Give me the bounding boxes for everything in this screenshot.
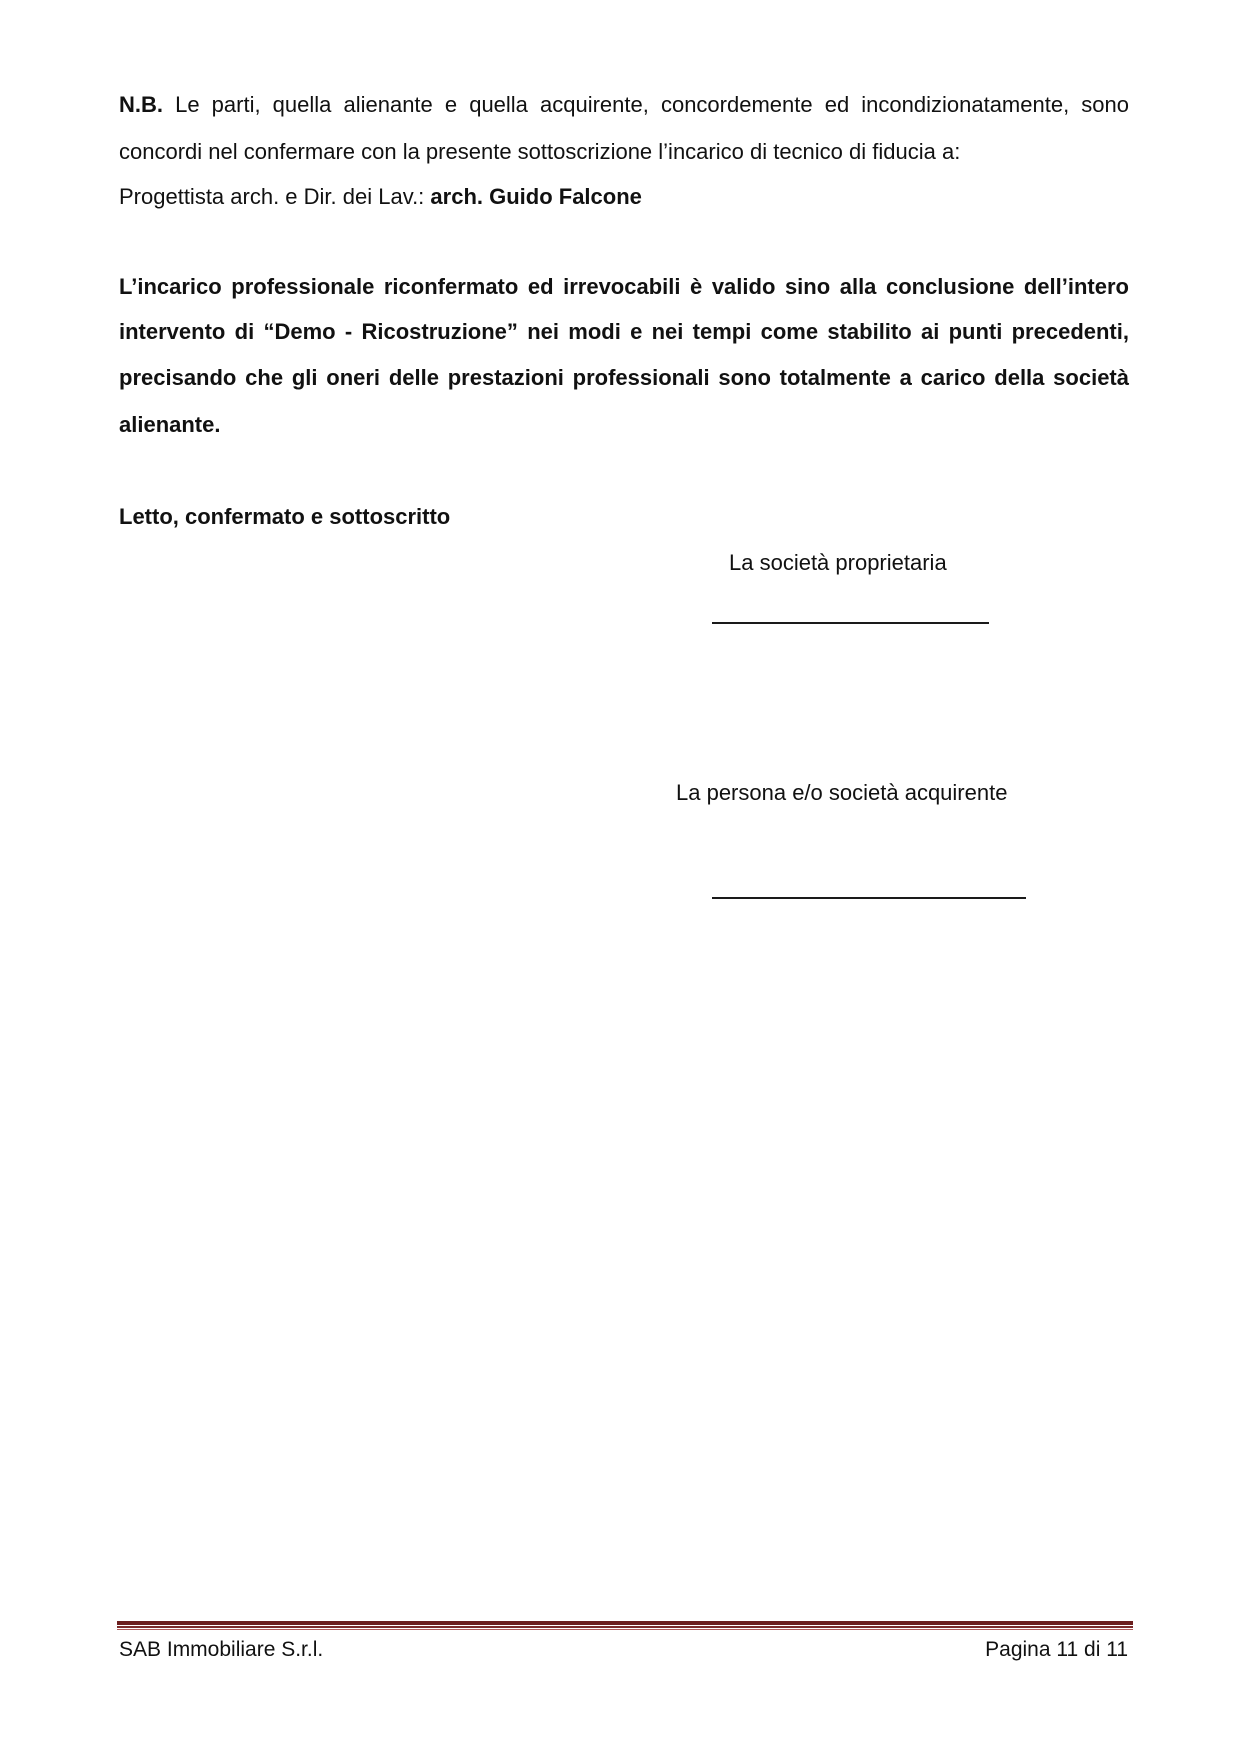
incarico-line-3: precisando che gli oneri delle prestazioni professionali sono totalmente a carico della società	[119, 365, 1129, 390]
footer-divider-inner	[117, 1626, 1133, 1628]
nb-line-1	[119, 92, 1129, 118]
footer-company: SAB Immobiliare S.r.l.	[119, 1638, 324, 1661]
buyer-signature-label: La persona e/o società acquirente	[676, 780, 1008, 805]
closing-statement: Letto, confermato e sottoscritto	[119, 504, 451, 529]
buyer-signature-line	[712, 897, 1026, 899]
incarico-line-1: L’incarico professionale riconfermato ed irrevocabili è valido sino alla conclusione dell’intero	[119, 274, 1129, 299]
nb-role-label: Progettista arch. e Dir. dei Lav.:	[119, 184, 431, 209]
footer-divider	[117, 1621, 1133, 1625]
owner-signature-label: La società proprietaria	[729, 550, 947, 575]
nb-line-1-text: Le parti, quella alienante e quella acquirente, concordemente ed incondizionatamente, sono	[163, 92, 1129, 117]
nb-line-2: concordi nel confermare con la presente sottoscrizione l’incarico di tecnico di fiducia a:	[119, 139, 961, 164]
nb-line-3	[119, 182, 642, 212]
incarico-line-4: alienante.	[119, 412, 221, 437]
nb-label: N.B.	[119, 92, 163, 117]
footer-page-number: Pagina 11 di 11	[985, 1638, 1128, 1661]
incarico-line-2: intervento di “Demo - Ricostruzione” nei modi e nei tempi come stabilito ai punti precedenti,	[119, 319, 1129, 344]
owner-signature-line	[712, 622, 989, 624]
footer-divider-thin	[117, 1629, 1133, 1630]
nb-architect-name: arch. Guido Falcone	[430, 184, 642, 209]
